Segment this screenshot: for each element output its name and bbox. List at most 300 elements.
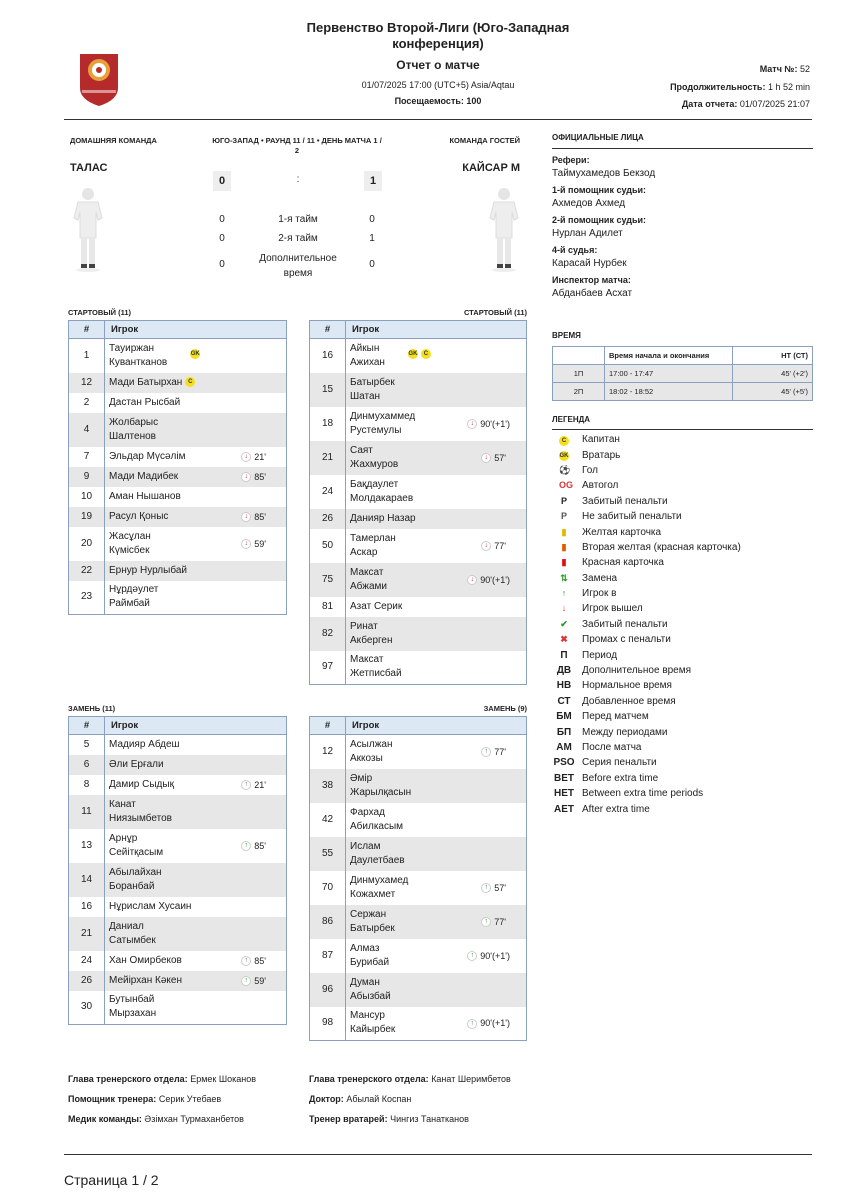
player-in-icon: ↑ <box>467 1019 477 1029</box>
player-cell <box>105 735 287 755</box>
time-table <box>552 346 813 401</box>
away-team-name: КАЙСАР М <box>462 162 520 174</box>
player-name-line: Канат <box>109 798 136 810</box>
player-name <box>109 993 156 1021</box>
staff-name: Канат Шеримбетов <box>431 1074 511 1084</box>
time-period: 1П <box>553 365 605 383</box>
player-name-line: Абылайхан <box>109 866 162 878</box>
home-team-name: ТАЛАС <box>70 162 108 174</box>
staff-role: Помощник тренера: <box>68 1094 157 1104</box>
table-row <box>69 507 287 527</box>
player-cell <box>105 373 287 393</box>
legend-abbreviation: АМ <box>556 742 572 753</box>
round-info: ЮГО-ЗАПАД • РАУНД 11 / 11 • ДЕНЬ МАТЧА 1 / 2 <box>212 136 382 155</box>
player-number: 14 <box>69 863 105 897</box>
player-name-line: Мадияр Абдеш <box>109 738 180 750</box>
player-name <box>350 942 389 970</box>
player-in-icon: ↑ <box>481 917 491 927</box>
player-badges <box>187 349 200 360</box>
substitution-minute: 77' <box>494 746 506 757</box>
substitution-minute: 85' <box>254 471 266 482</box>
player-name-line: Кайырбек <box>350 1024 396 1036</box>
player-cell <box>346 509 527 529</box>
player-name <box>109 510 168 524</box>
player-cell <box>346 617 527 651</box>
substitution-event <box>481 539 506 553</box>
legend-symbol <box>552 619 576 630</box>
player-name-line: Жасұлан <box>109 530 151 542</box>
substitution-minute: 21' <box>254 779 266 790</box>
time-title: ВРЕМЯ <box>552 331 581 340</box>
table-row <box>310 973 527 1007</box>
legend-item <box>552 509 813 524</box>
player-cell <box>105 795 287 829</box>
legend-label: Перед матчем <box>582 711 649 723</box>
player-name-line: Максат <box>350 654 384 666</box>
table-row <box>310 475 527 509</box>
player-name-line: Бурибай <box>350 956 390 968</box>
player-cell <box>105 581 287 615</box>
player-number: 75 <box>310 563 346 597</box>
player-cell <box>105 755 287 775</box>
substitution-minute: 59' <box>254 538 266 549</box>
legend-symbol <box>552 449 576 461</box>
legend-abbreviation: ДВ <box>556 665 572 677</box>
substitution-icon: ⇅ <box>560 572 568 583</box>
col-player-header: Игрок <box>105 321 287 339</box>
extra-time-away: 0 <box>369 259 375 270</box>
player-cell <box>105 829 287 863</box>
staff-role: Медик команды: <box>68 1114 142 1124</box>
player-cell <box>346 973 527 1007</box>
legend-symbol <box>552 480 576 491</box>
official-name: Нурлан Адилет <box>552 228 623 239</box>
goal-icon: ⚽ <box>559 464 571 475</box>
table-row <box>310 441 527 475</box>
legend-label: Замена <box>582 572 618 584</box>
captain-icon: C <box>185 377 195 387</box>
table-header-row <box>69 717 287 735</box>
home-kit-figure <box>70 178 106 274</box>
table-row <box>69 487 287 507</box>
substitution-event <box>241 839 266 853</box>
player-name-line: Думан <box>350 976 380 988</box>
legend-label: После матча <box>582 742 642 753</box>
legend-item <box>552 555 813 570</box>
table-row <box>69 951 287 971</box>
player-name <box>350 410 415 438</box>
period1-away: 0 <box>369 214 375 225</box>
player-number: 16 <box>69 897 105 917</box>
legend-label: Between extra time periods <box>582 788 704 800</box>
table-header-row <box>69 321 287 339</box>
legend-abbreviation: СТ <box>557 695 571 707</box>
player-out-icon: ↓ <box>481 541 491 551</box>
player-name <box>350 1009 395 1037</box>
player-cell <box>105 971 287 991</box>
player-cell <box>346 871 527 905</box>
player-name-line: Мади Батырхан <box>109 376 183 388</box>
legend-symbol <box>552 465 576 476</box>
legend-section <box>552 415 813 817</box>
substitution-event <box>481 745 506 759</box>
staff-name: Ермек Шоканов <box>190 1074 256 1084</box>
page-number: Страница 1 / 2 <box>64 1172 159 1188</box>
legend-label: Серия пенальти <box>582 757 657 769</box>
table-row <box>69 467 287 487</box>
player-number: 98 <box>310 1007 346 1041</box>
player-name-line: Нұрдәулет <box>109 584 159 596</box>
player-name-line: Шалтенов <box>109 430 156 442</box>
player-number: 7 <box>69 447 105 467</box>
player-name-line: Эльдар Мүсәлім <box>109 450 186 462</box>
staff-member <box>309 1089 511 1109</box>
time-ht: 45' (+5') <box>733 383 813 401</box>
player-out-icon: ↓ <box>241 472 251 482</box>
player-number: 86 <box>310 905 346 939</box>
period2-label: 2-я тайм <box>278 233 318 244</box>
player-name-line: Данияр Назар <box>350 512 416 524</box>
player-out-icon: ↓ <box>467 575 477 585</box>
table-row <box>310 373 527 407</box>
player-name-line: Ринат <box>350 620 378 632</box>
player-out-icon: ↓ <box>481 453 491 463</box>
legend-symbol <box>552 511 576 522</box>
official-name: Абданбаев Асхат <box>552 288 633 299</box>
staff-role: Глава тренерского отдела: <box>68 1074 188 1084</box>
player-name <box>350 806 403 834</box>
legend-symbol <box>552 573 576 584</box>
player-cell <box>346 905 527 939</box>
player-name <box>109 342 167 370</box>
player-name-line: Даулетбаев <box>350 854 405 866</box>
player-cell <box>346 373 527 407</box>
legend-item <box>552 709 813 724</box>
player-name-line: Нұрислам Хусаин <box>109 900 192 912</box>
away-subs-table <box>309 716 527 1041</box>
table-row <box>310 939 527 973</box>
legend-abbreviation: БМ <box>556 711 572 723</box>
player-name <box>350 478 413 506</box>
player-name-line: Акберген <box>350 634 393 646</box>
player-cell <box>346 407 527 441</box>
legend-label: Не забитый пенальти <box>582 511 682 523</box>
player-number: 21 <box>310 441 346 475</box>
legend-title: ЛЕГЕНДА <box>552 415 591 424</box>
table-row <box>310 1007 527 1041</box>
own-goal-icon: OG <box>559 480 574 491</box>
legend-label: Между периодами <box>582 726 668 738</box>
staff-name: Әзімхан Турмаханбетов <box>144 1114 244 1124</box>
player-name-line: Батырбек <box>350 376 395 388</box>
legend-symbol <box>552 496 576 507</box>
away-starting-table <box>309 320 527 685</box>
match-datetime: 01/07/2025 17:00 (UTC+5) Asia/Aqtau <box>361 80 515 90</box>
report-date: Дата отчета: 01/07/2025 21:07 <box>681 99 810 109</box>
legend-item <box>552 694 813 709</box>
player-name <box>350 566 387 594</box>
player-name <box>350 342 385 370</box>
player-name <box>350 600 402 614</box>
legend-label: Автогол <box>582 480 619 492</box>
score-separator: : <box>296 174 300 185</box>
official-name: Карасай Нурбек <box>552 258 627 269</box>
substitution-event <box>241 510 266 524</box>
col-number-header: # <box>69 321 105 339</box>
player-name <box>109 564 187 578</box>
player-cell <box>346 939 527 973</box>
player-number: 26 <box>310 509 346 529</box>
report-subtitle: Отчет о матче <box>396 58 480 72</box>
player-in-icon: ↑ <box>481 883 491 893</box>
away-staff <box>309 1069 511 1129</box>
player-name <box>109 583 158 611</box>
time-range: 18:02 - 18:52 <box>605 383 733 401</box>
yellow-card-icon: ▮ <box>559 527 569 537</box>
player-cell <box>105 951 287 971</box>
home-subs-table <box>68 716 287 1025</box>
table-row <box>310 407 527 441</box>
substitution-event <box>241 537 266 551</box>
player-name <box>109 866 162 894</box>
table-row <box>310 597 527 617</box>
legend-item <box>552 571 813 586</box>
match-number: Матч №: 52 <box>759 64 810 74</box>
player-name-line: Айкын <box>350 342 380 354</box>
table-row <box>69 775 287 795</box>
player-name <box>350 620 393 648</box>
player-number: 6 <box>69 755 105 775</box>
legend-item <box>552 740 813 755</box>
penalty-scored-icon: P <box>560 495 567 506</box>
player-name-line: Тамерлан <box>350 532 396 544</box>
player-name-line: Динмухамед <box>350 874 409 886</box>
player-out-icon: ↓ <box>241 539 251 549</box>
legend-item <box>552 786 813 801</box>
player-number: 24 <box>69 951 105 971</box>
player-number: 22 <box>69 561 105 581</box>
table-header-row <box>310 717 527 735</box>
player-cell <box>105 339 287 373</box>
player-number: 42 <box>310 803 346 837</box>
player-name-line: Бақдаулет <box>350 478 399 490</box>
substitution-minute: 77' <box>494 540 506 551</box>
away-score: 1 <box>364 171 382 191</box>
player-name-line: Аккозы <box>350 752 383 764</box>
table-row <box>69 413 287 447</box>
substitution-minute: 77' <box>494 916 506 927</box>
player-name <box>109 416 158 444</box>
table-row <box>69 755 287 775</box>
player-number: 50 <box>310 529 346 563</box>
col-number-header: # <box>69 717 105 735</box>
player-name <box>109 954 182 968</box>
away-starting-title: СТАРТОВЫЙ (11) <box>463 308 527 317</box>
player-cell <box>346 563 527 597</box>
player-name <box>350 908 395 936</box>
legend-item <box>552 478 813 493</box>
legend-item <box>552 524 813 539</box>
table-row <box>69 581 287 615</box>
legend-abbreviation: БП <box>556 726 572 738</box>
legend-label: Забитый пенальти <box>582 618 668 630</box>
player-name-line: Хан Омирбеков <box>109 954 182 966</box>
legend-abbreviation: AET <box>554 803 574 815</box>
player-name <box>350 840 405 868</box>
table-row <box>310 871 527 905</box>
player-number: 97 <box>310 651 346 685</box>
substitution-minute: 90'(+1') <box>480 1018 510 1029</box>
player-badges <box>405 349 431 360</box>
table-row <box>69 897 287 917</box>
legend-item <box>552 494 813 509</box>
player-cell <box>105 527 287 561</box>
substitution-event <box>241 974 266 988</box>
legend-symbol <box>552 603 576 614</box>
player-name <box>350 772 411 800</box>
report-title: Первенство Второй-Лиги (Юго-Западная конференция) <box>306 20 570 51</box>
player-number: 12 <box>310 735 346 769</box>
player-cell <box>346 803 527 837</box>
legend-label: Гол <box>582 464 598 476</box>
player-name-line: Жетписбай <box>350 668 402 680</box>
player-name-line: Әмір <box>350 772 373 784</box>
legend-item <box>552 755 813 770</box>
substitution-event <box>467 573 510 587</box>
player-name-line: Ислам <box>350 840 381 852</box>
player-name <box>350 512 416 526</box>
player-name-line: Бутынбай <box>109 994 155 1006</box>
player-in-icon: ↑ <box>241 780 251 790</box>
legend-symbol <box>552 542 576 553</box>
substitution-event <box>241 470 266 484</box>
legend-symbol <box>552 527 576 538</box>
player-name-line: Күмісбек <box>109 544 150 556</box>
player-number: 55 <box>310 837 346 871</box>
player-cell <box>346 1007 527 1041</box>
substitution-event <box>481 915 506 929</box>
substitution-event <box>467 1016 510 1030</box>
player-name <box>109 450 185 464</box>
player-number: 21 <box>69 917 105 951</box>
player-number: 82 <box>310 617 346 651</box>
goalkeeper-icon: GK <box>408 351 418 358</box>
table-row <box>310 617 527 651</box>
captain-icon: C <box>559 436 569 446</box>
staff-role: Тренер вратарей: <box>309 1114 388 1124</box>
player-name-line: Абжами <box>350 580 387 592</box>
substitution-event <box>467 949 510 963</box>
player-number: 81 <box>310 597 346 617</box>
player-name-line: Раймбай <box>109 598 150 610</box>
table-row <box>310 529 527 563</box>
legend-label: Желтая карточка <box>582 526 662 538</box>
legend-item <box>552 540 813 555</box>
legend-item <box>552 586 813 601</box>
substitution-minute: 85' <box>254 840 266 851</box>
player-cell <box>105 487 287 507</box>
table-row <box>310 837 527 871</box>
official-name: Ахмедов Ахмед <box>552 198 626 209</box>
staff-member <box>68 1089 256 1109</box>
player-name <box>350 444 398 472</box>
player-name <box>109 974 182 988</box>
player-name-line: Кувантканов <box>109 356 168 368</box>
player-in-icon: ↑ <box>241 976 251 986</box>
table-row <box>310 735 527 769</box>
player-name <box>350 532 396 560</box>
table-row <box>310 803 527 837</box>
time-period: 2П <box>553 383 605 401</box>
legend-label: Промах с пенальти <box>582 634 671 646</box>
table-row <box>310 339 527 373</box>
legend-label: Добавленное время <box>582 695 676 707</box>
penalty-missed-icon: P <box>560 511 567 522</box>
staff-name: Чингиз Танатканов <box>390 1114 469 1124</box>
table-row <box>310 769 527 803</box>
player-cell <box>105 917 287 951</box>
legend-label: Период <box>582 649 618 661</box>
substitution-minute: 90'(+1') <box>480 950 510 961</box>
table-row <box>69 991 287 1025</box>
player-name-line: Жахмуров <box>350 458 399 470</box>
player-out-icon: ↓ <box>559 603 569 613</box>
substitution-event <box>241 778 266 792</box>
player-name-line: Алмаз <box>350 942 380 954</box>
player-name-line: Сержан <box>350 908 387 920</box>
player-cell <box>105 447 287 467</box>
player-out-icon: ↓ <box>241 512 251 522</box>
staff-role: Глава тренерского отдела: <box>309 1074 429 1084</box>
player-number: 12 <box>69 373 105 393</box>
player-number: 20 <box>69 527 105 561</box>
player-number: 1 <box>69 339 105 373</box>
player-name <box>109 758 164 772</box>
legend-item <box>552 632 813 647</box>
player-cell <box>346 339 527 373</box>
legend-item <box>552 447 813 462</box>
player-name <box>350 874 408 902</box>
goalkeeper-icon: GK <box>190 351 200 358</box>
player-name-line: Мейірхан Кәкен <box>109 974 182 986</box>
player-in-icon: ↑ <box>241 841 251 851</box>
legend-symbol <box>552 634 576 645</box>
time-section <box>552 331 813 401</box>
player-cell <box>346 529 527 563</box>
legend-label: Красная карточка <box>582 557 664 569</box>
player-name-line: Батырбек <box>350 922 395 934</box>
legend-abbreviation: BET <box>554 772 574 784</box>
legend-abbreviation: НВ <box>556 680 572 692</box>
officials-section <box>552 133 813 299</box>
player-cell <box>105 897 287 917</box>
player-cell <box>105 775 287 795</box>
player-name-line: Молдакараев <box>350 492 414 504</box>
player-number: 8 <box>69 775 105 795</box>
player-cell <box>105 863 287 897</box>
player-cell <box>346 651 527 685</box>
substitution-event <box>481 451 506 465</box>
player-name-line: Арнұр <box>109 832 138 844</box>
player-cell <box>105 507 287 527</box>
player-number: 30 <box>69 991 105 1025</box>
period2-away: 1 <box>369 233 375 244</box>
legend-label: Капитан <box>582 434 620 446</box>
player-out-icon: ↓ <box>241 452 251 462</box>
player-number: 38 <box>310 769 346 803</box>
player-name-line: Мырзахан <box>109 1008 157 1020</box>
official-name: Таймухамедов Бекзод <box>552 168 656 179</box>
